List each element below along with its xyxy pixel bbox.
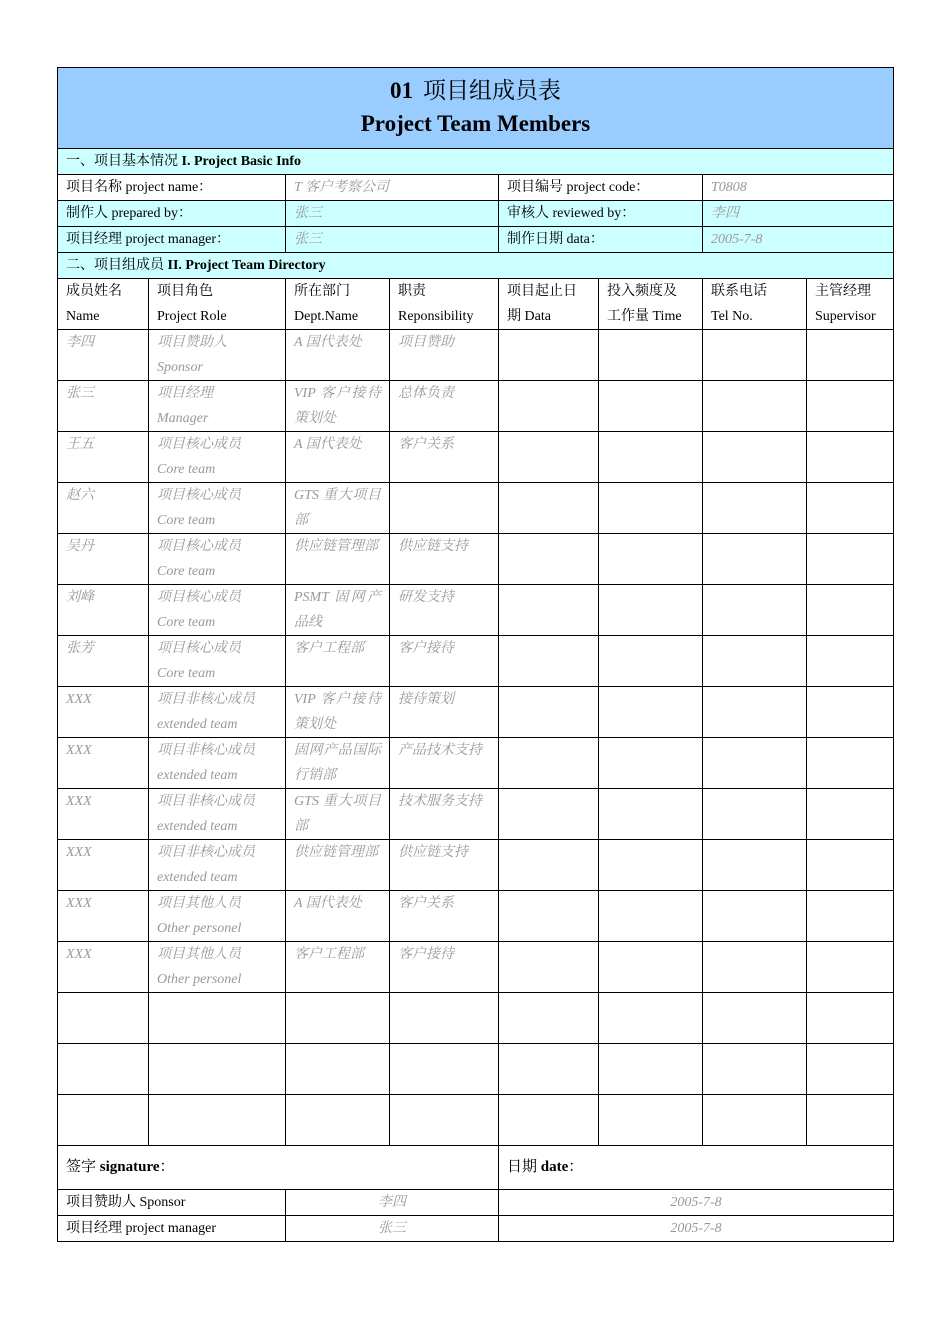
member-dept[interactable]: A 国代表处 — [286, 891, 390, 942]
member-dept[interactable]: VIP 客户接待策划处 — [286, 381, 390, 432]
blank-cell[interactable] — [286, 993, 390, 1044]
member-role-en: extended team — [157, 870, 238, 885]
column-header-en: Supervisor — [815, 309, 876, 324]
blank-cell[interactable] — [286, 1095, 390, 1146]
blank-cell[interactable] — [807, 1044, 894, 1095]
member-role-en: Manager — [157, 411, 209, 426]
section-team-directory — [58, 253, 894, 279]
section2-cn: 二、项目组成员 — [66, 258, 164, 273]
member-role[interactable] — [149, 942, 286, 993]
member-responsibility[interactable]: 总体负责 — [390, 381, 499, 432]
member-empty-cell[interactable] — [599, 789, 703, 840]
member-row — [58, 483, 894, 534]
column-header — [149, 279, 286, 330]
member-row — [58, 432, 894, 483]
member-role-cn: 项目核心成员 — [157, 437, 241, 452]
member-empty-cell[interactable] — [599, 738, 703, 789]
column-header — [599, 279, 703, 330]
blank-cell[interactable] — [703, 993, 807, 1044]
blank-row — [58, 1044, 894, 1095]
member-empty-cell[interactable] — [499, 942, 599, 993]
member-empty-cell[interactable] — [807, 738, 894, 789]
member-dept[interactable]: PSMT 固网产品线 — [286, 585, 390, 636]
member-role-en: extended team — [157, 768, 238, 783]
member-empty-cell[interactable] — [807, 840, 894, 891]
member-responsibility[interactable]: 客户关系 — [390, 432, 499, 483]
member-dept[interactable]: 供应链管理部 — [286, 534, 390, 585]
date-label-cn: 日期 — [507, 1159, 538, 1175]
member-role-cn: 项目其他人员 — [157, 947, 241, 962]
member-role-cn: 项目其他人员 — [157, 896, 241, 911]
column-header-en: Project Role — [157, 309, 227, 324]
member-empty-cell[interactable] — [807, 381, 894, 432]
info-label: 制作日期 data： — [499, 227, 703, 253]
member-empty-cell[interactable] — [499, 840, 599, 891]
column-header-cn: 所在部门 — [294, 284, 350, 299]
info-label: 项目编号 project code： — [499, 175, 703, 201]
member-name[interactable]: XXX — [58, 942, 149, 993]
blank-cell[interactable] — [599, 993, 703, 1044]
member-role-en: Core team — [157, 462, 216, 477]
section2-en: II. Project Team Directory — [167, 258, 326, 273]
member-name[interactable]: XXX — [58, 891, 149, 942]
member-role-cn: 项目赞助人 — [157, 335, 227, 350]
column-header-en: Reponsibility — [398, 309, 474, 324]
member-empty-cell[interactable] — [499, 585, 599, 636]
approval-label: 项目赞助人 Sponsor — [58, 1190, 286, 1216]
member-role[interactable] — [149, 738, 286, 789]
member-empty-cell[interactable] — [703, 585, 807, 636]
info-value[interactable]: 李四 — [703, 201, 894, 227]
member-role-en: Other personel — [157, 972, 242, 987]
member-empty-cell[interactable] — [499, 432, 599, 483]
column-header-en: Name — [66, 309, 100, 324]
member-empty-cell[interactable] — [599, 840, 703, 891]
member-empty-cell[interactable] — [499, 636, 599, 687]
blank-cell[interactable] — [58, 1044, 149, 1095]
blank-cell[interactable] — [499, 1044, 599, 1095]
column-header-cn: 项目起止日 — [507, 284, 577, 299]
member-empty-cell[interactable] — [807, 585, 894, 636]
blank-cell[interactable] — [390, 1095, 499, 1146]
blank-cell[interactable] — [703, 1095, 807, 1146]
member-empty-cell[interactable] — [807, 330, 894, 381]
column-header — [390, 279, 499, 330]
column-header-en: Tel No. — [711, 309, 753, 324]
approval-row — [58, 1190, 894, 1216]
member-role-en: Core team — [157, 615, 216, 630]
member-role-cn: 项目核心成员 — [157, 590, 241, 605]
blank-row — [58, 993, 894, 1044]
member-empty-cell[interactable] — [599, 636, 703, 687]
member-role-en: Sponsor — [157, 360, 203, 375]
member-empty-cell[interactable] — [499, 891, 599, 942]
signature-colon: ： — [159, 1159, 175, 1175]
header-row — [58, 279, 894, 330]
member-empty-cell[interactable] — [599, 381, 703, 432]
team-members-form — [57, 67, 894, 1242]
blank-cell[interactable] — [499, 1095, 599, 1146]
member-responsibility[interactable]: 项目赞助 — [390, 330, 499, 381]
blank-row — [58, 1095, 894, 1146]
approval-name[interactable]: 张三 — [286, 1216, 499, 1242]
member-dept[interactable]: 客户工程部 — [286, 636, 390, 687]
member-name[interactable]: 赵六 — [58, 483, 149, 534]
member-empty-cell[interactable] — [807, 891, 894, 942]
member-empty-cell[interactable] — [599, 942, 703, 993]
blank-cell[interactable] — [390, 993, 499, 1044]
member-dept[interactable]: VIP 客户接待策划处 — [286, 687, 390, 738]
blank-cell[interactable] — [807, 1095, 894, 1146]
member-dept[interactable]: GTS 重大项目部 — [286, 483, 390, 534]
member-row — [58, 636, 894, 687]
member-dept[interactable]: 客户工程部 — [286, 942, 390, 993]
member-role-cn: 项目经理 — [157, 386, 213, 401]
member-empty-cell[interactable] — [499, 738, 599, 789]
member-role-cn: 项目非核心成员 — [157, 845, 255, 860]
approval-name[interactable]: 李四 — [286, 1190, 499, 1216]
member-role[interactable] — [149, 432, 286, 483]
member-row — [58, 789, 894, 840]
member-role[interactable] — [149, 483, 286, 534]
member-role-en: Core team — [157, 666, 216, 681]
member-responsibility[interactable]: 供应链支持 — [390, 534, 499, 585]
column-header — [58, 279, 149, 330]
blank-cell[interactable] — [499, 993, 599, 1044]
column-header-cn: 投入频度及 — [607, 284, 677, 299]
member-role-en: Other personel — [157, 921, 242, 936]
column-header — [807, 279, 894, 330]
member-empty-cell[interactable] — [599, 330, 703, 381]
member-role[interactable] — [149, 585, 286, 636]
member-responsibility[interactable]: 供应链支持 — [390, 840, 499, 891]
info-row — [58, 201, 894, 227]
column-header-en: 期 Data — [507, 309, 551, 324]
blank-cell[interactable] — [286, 1044, 390, 1095]
blank-cell[interactable] — [58, 1095, 149, 1146]
member-responsibility[interactable]: 接待策划 — [390, 687, 499, 738]
member-name[interactable]: 王五 — [58, 432, 149, 483]
section-basic-info — [58, 149, 894, 175]
info-label: 制作人 prepared by： — [58, 201, 286, 227]
member-empty-cell[interactable] — [703, 483, 807, 534]
member-responsibility[interactable]: 技术服务支持 — [390, 789, 499, 840]
column-header-cn: 职责 — [398, 284, 426, 299]
signature-label-cn: 签字 — [66, 1159, 97, 1175]
title-number: 01 — [390, 78, 413, 103]
blank-cell[interactable] — [703, 1044, 807, 1095]
blank-cell[interactable] — [58, 993, 149, 1044]
member-row — [58, 840, 894, 891]
member-role[interactable] — [149, 687, 286, 738]
column-header-en: 工作量 Time — [607, 309, 682, 324]
info-value[interactable]: 张三 — [286, 201, 499, 227]
member-empty-cell[interactable] — [703, 891, 807, 942]
title-block — [58, 68, 894, 149]
member-empty-cell[interactable] — [599, 534, 703, 585]
member-row — [58, 381, 894, 432]
title-en: Project Team Members — [360, 111, 591, 136]
info-value[interactable]: 2005-7-8 — [703, 227, 894, 253]
member-empty-cell[interactable] — [807, 789, 894, 840]
signature-cell[interactable] — [58, 1146, 499, 1190]
member-dept[interactable]: GTS 重大项目部 — [286, 789, 390, 840]
member-empty-cell[interactable] — [807, 942, 894, 993]
member-dept[interactable]: A 国代表处 — [286, 330, 390, 381]
member-empty-cell[interactable] — [499, 330, 599, 381]
member-responsibility[interactable]: 客户接待 — [390, 636, 499, 687]
member-role-cn: 项目非核心成员 — [157, 743, 255, 758]
member-row — [58, 330, 894, 381]
member-role[interactable] — [149, 381, 286, 432]
member-empty-cell[interactable] — [599, 483, 703, 534]
member-row — [58, 534, 894, 585]
member-empty-cell[interactable] — [703, 789, 807, 840]
member-row — [58, 891, 894, 942]
column-header — [703, 279, 807, 330]
member-name[interactable]: XXX — [58, 738, 149, 789]
member-responsibility[interactable]: 产品技术支持 — [390, 738, 499, 789]
info-value[interactable]: T 客户考察公司 — [286, 175, 499, 201]
section1-en: I. Project Basic Info — [181, 154, 301, 169]
info-label: 项目经理 project manager： — [58, 227, 286, 253]
date-colon: ： — [568, 1159, 584, 1175]
date-label-en: date — [540, 1159, 569, 1175]
blank-cell[interactable] — [599, 1044, 703, 1095]
blank-cell[interactable] — [807, 993, 894, 1044]
member-empty-cell[interactable] — [807, 483, 894, 534]
member-row — [58, 942, 894, 993]
approval-date[interactable]: 2005-7-8 — [499, 1190, 894, 1216]
section1-cn: 一、项目基本情况 — [66, 154, 178, 169]
member-responsibility[interactable]: 客户关系 — [390, 891, 499, 942]
member-dept[interactable]: A 国代表处 — [286, 432, 390, 483]
member-empty-cell[interactable] — [703, 432, 807, 483]
member-empty-cell[interactable] — [499, 789, 599, 840]
info-label: 项目名称 project name： — [58, 175, 286, 201]
blank-cell[interactable] — [149, 993, 286, 1044]
member-role[interactable] — [149, 891, 286, 942]
member-role[interactable] — [149, 789, 286, 840]
title-cn: 项目组成员表 — [423, 78, 561, 103]
member-name[interactable]: XXX — [58, 840, 149, 891]
member-row — [58, 585, 894, 636]
column-header — [499, 279, 599, 330]
member-role-cn: 项目非核心成员 — [157, 692, 255, 707]
member-empty-cell[interactable] — [499, 687, 599, 738]
blank-cell[interactable] — [149, 1095, 286, 1146]
member-role-cn: 项目核心成员 — [157, 539, 241, 554]
member-role-en: Core team — [157, 564, 216, 579]
info-row — [58, 175, 894, 201]
member-name[interactable]: 刘峰 — [58, 585, 149, 636]
member-empty-cell[interactable] — [599, 432, 703, 483]
member-role-cn: 项目核心成员 — [157, 641, 241, 656]
member-responsibility[interactable] — [390, 483, 499, 534]
member-empty-cell[interactable] — [703, 330, 807, 381]
member-role-cn: 项目核心成员 — [157, 488, 241, 503]
member-dept[interactable]: 供应链管理部 — [286, 840, 390, 891]
member-name[interactable]: 张三 — [58, 381, 149, 432]
member-empty-cell[interactable] — [703, 942, 807, 993]
member-name[interactable]: 李四 — [58, 330, 149, 381]
member-role[interactable] — [149, 840, 286, 891]
member-empty-cell[interactable] — [807, 432, 894, 483]
column-header-en: Dept.Name — [294, 309, 359, 324]
member-responsibility[interactable]: 研发支持 — [390, 585, 499, 636]
signature-row — [58, 1146, 894, 1190]
info-value[interactable]: 张三 — [286, 227, 499, 253]
column-header-cn: 成员姓名 — [66, 284, 122, 299]
member-empty-cell[interactable] — [703, 534, 807, 585]
column-header-cn: 主管经理 — [815, 284, 871, 299]
member-empty-cell[interactable] — [499, 381, 599, 432]
member-empty-cell[interactable] — [703, 636, 807, 687]
member-empty-cell[interactable] — [703, 687, 807, 738]
member-row — [58, 738, 894, 789]
member-empty-cell[interactable] — [807, 687, 894, 738]
member-empty-cell[interactable] — [703, 840, 807, 891]
blank-cell[interactable] — [599, 1095, 703, 1146]
date-cell[interactable] — [499, 1146, 894, 1190]
member-name[interactable]: XXX — [58, 789, 149, 840]
column-header-cn: 项目角色 — [157, 284, 213, 299]
member-name[interactable]: 张芳 — [58, 636, 149, 687]
member-role[interactable] — [149, 636, 286, 687]
member-name[interactable]: XXX — [58, 687, 149, 738]
info-row — [58, 227, 894, 253]
member-role-en: Core team — [157, 513, 216, 528]
column-header-cn: 联系电话 — [711, 284, 767, 299]
approval-date[interactable]: 2005-7-8 — [499, 1216, 894, 1242]
member-empty-cell[interactable] — [599, 585, 703, 636]
member-role-cn: 项目非核心成员 — [157, 794, 255, 809]
member-empty-cell[interactable] — [599, 891, 703, 942]
signature-label-en: signature — [99, 1159, 160, 1175]
member-dept[interactable]: 固网产品国际行销部 — [286, 738, 390, 789]
approval-row — [58, 1216, 894, 1242]
info-label: 审核人 reviewed by： — [499, 201, 703, 227]
blank-cell[interactable] — [149, 1044, 286, 1095]
member-row — [58, 687, 894, 738]
member-empty-cell[interactable] — [499, 534, 599, 585]
member-role[interactable] — [149, 534, 286, 585]
member-empty-cell[interactable] — [499, 483, 599, 534]
member-role-en: extended team — [157, 819, 238, 834]
member-empty-cell[interactable] — [703, 381, 807, 432]
member-role-en: extended team — [157, 717, 238, 732]
member-responsibility[interactable]: 客户接待 — [390, 942, 499, 993]
info-value[interactable]: T0808 — [703, 175, 894, 201]
column-header — [286, 279, 390, 330]
member-empty-cell[interactable] — [807, 636, 894, 687]
approval-label: 项目经理 project manager — [58, 1216, 286, 1242]
member-empty-cell[interactable] — [599, 687, 703, 738]
member-name[interactable]: 吴丹 — [58, 534, 149, 585]
blank-cell[interactable] — [390, 1044, 499, 1095]
member-role[interactable] — [149, 330, 286, 381]
member-empty-cell[interactable] — [703, 738, 807, 789]
member-empty-cell[interactable] — [807, 534, 894, 585]
